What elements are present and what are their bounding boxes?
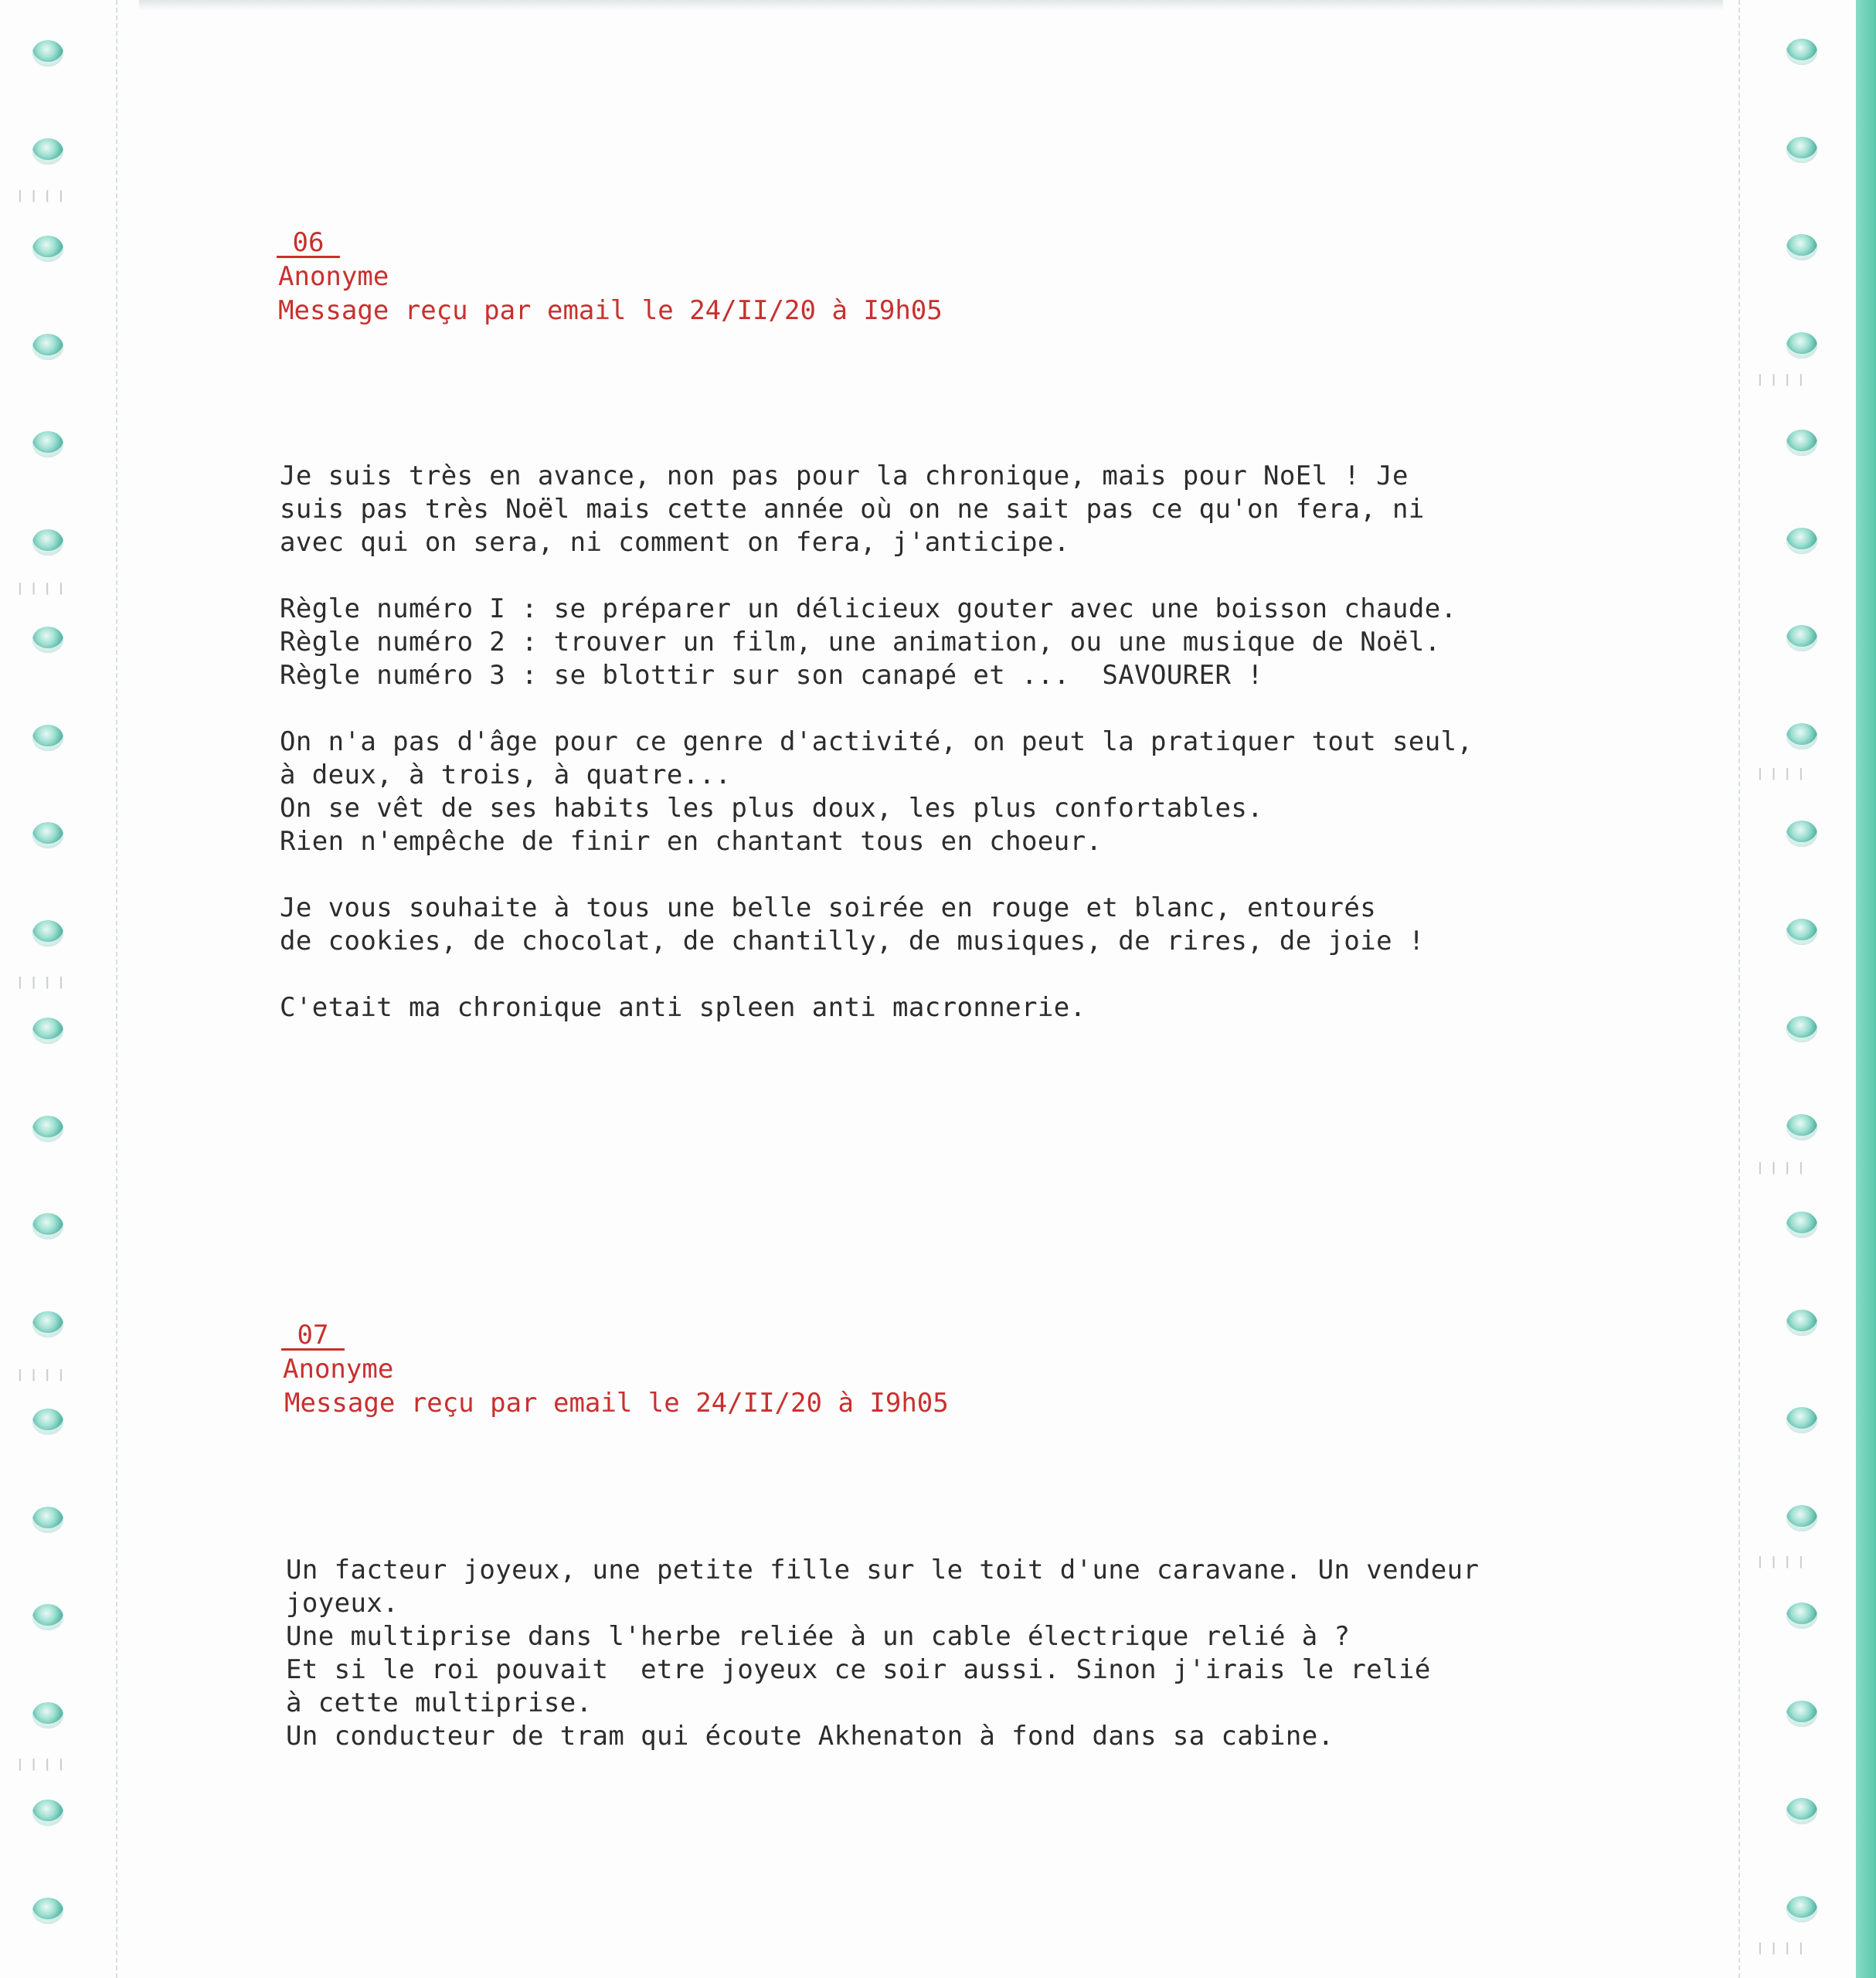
right-feed-hole xyxy=(1786,39,1817,65)
left-feed-hole xyxy=(32,1702,63,1728)
entry-author: Anonyme xyxy=(283,1354,394,1385)
right-feed-hole xyxy=(1786,1701,1817,1727)
right-feed-hole xyxy=(1786,1114,1817,1140)
body-text-line: à deux, à trois, à quatre... xyxy=(280,760,732,790)
right-feed-hole xyxy=(1786,919,1817,945)
right-feed-hole xyxy=(1786,625,1817,651)
left-tractor-strip xyxy=(0,0,117,1978)
left-feed-hole xyxy=(32,822,63,848)
perforation-mark: ╷╷╷╷ xyxy=(1754,1151,1809,1174)
right-feed-hole xyxy=(1786,1212,1817,1238)
left-feed-hole xyxy=(32,1213,63,1239)
left-feed-hole xyxy=(32,529,63,556)
perforation-mark: ╷╷╷╷ xyxy=(14,966,69,989)
body-text-line: de cookies, de chocolat, de chantilly, de musiques, de rires, de joie ! xyxy=(280,926,1425,957)
paper-top-shadow xyxy=(139,0,1723,11)
body-text-line: à cette multiprise. xyxy=(286,1687,593,1718)
left-feed-hole xyxy=(32,1409,63,1435)
body-text-line: Je suis très en avance, non pas pour la chronique, mais pour NoEl ! Je xyxy=(280,461,1409,491)
right-feed-hole xyxy=(1786,1310,1817,1336)
right-feed-hole xyxy=(1786,1896,1817,1922)
left-feed-hole xyxy=(32,334,63,360)
perforation-mark: ╷╷╷╷ xyxy=(14,1358,69,1382)
entry-number: _07_ xyxy=(281,1320,345,1351)
body-text-line: Un conducteur de tram qui écoute Akhenaton à fond dans sa cabine. xyxy=(286,1721,1334,1752)
left-feed-hole xyxy=(32,431,63,457)
entry-author: Anonyme xyxy=(278,261,389,292)
left-feed-hole xyxy=(32,627,63,653)
left-feed-hole xyxy=(32,1311,63,1337)
right-feed-hole xyxy=(1786,1798,1817,1824)
perforation-mark: ╷╷╷╷ xyxy=(14,1748,69,1771)
body-text-line: Règle numéro I : se préparer un délicieux gouter avec une boisson chaude. xyxy=(280,593,1457,624)
body-text-line: Règle numéro 2 : trouver un film, une animation, ou une musique de Noël. xyxy=(280,627,1441,658)
left-feed-hole xyxy=(32,1604,63,1630)
right-tractor-strip xyxy=(1738,0,1857,1978)
left-feed-hole xyxy=(32,236,63,262)
green-page-edge xyxy=(1856,0,1876,1978)
left-feed-hole xyxy=(32,1507,63,1533)
left-feed-hole xyxy=(32,1800,63,1826)
left-feed-hole xyxy=(32,138,63,165)
right-feed-hole xyxy=(1786,430,1817,456)
entry-received-line: Message reçu par email le 24/II/20 à I9h05 xyxy=(278,295,943,326)
body-text-line: avec qui on sera, ni comment on fera, j'anticipe. xyxy=(280,527,1070,558)
right-feed-hole xyxy=(1786,1505,1817,1531)
right-feed-hole xyxy=(1786,1407,1817,1433)
perforation-mark: ╷╷╷╷ xyxy=(14,572,69,595)
right-feed-hole xyxy=(1786,234,1817,260)
body-text-line: On se vêt de ses habits les plus doux, les plus confortables. xyxy=(280,793,1264,824)
perforation-mark: ╷╷╷╷ xyxy=(1754,363,1809,386)
left-feed-hole xyxy=(32,725,63,751)
left-feed-hole xyxy=(32,1898,63,1924)
left-feed-hole xyxy=(32,1116,63,1142)
perforation-mark: ╷╷╷╷ xyxy=(1754,1932,1809,1955)
right-feed-hole xyxy=(1786,332,1817,359)
body-text-line: Et si le roi pouvait etre joyeux ce soir aussi. Sinon j'irais le relié xyxy=(286,1654,1431,1685)
right-feed-hole xyxy=(1786,137,1817,163)
right-feed-hole xyxy=(1786,528,1817,554)
body-text-line: On n'a pas d'âge pour ce genre d'activité, on peut la pratiquer tout seul, xyxy=(280,726,1473,757)
perforation-mark: ╷╷╷╷ xyxy=(14,179,69,202)
body-text-line: Une multiprise dans l'herbe reliée à un cable électrique relié à ? xyxy=(286,1621,1351,1652)
entry-received-line: Message reçu par email le 24/II/20 à I9h05 xyxy=(284,1388,949,1419)
right-feed-hole xyxy=(1786,723,1817,749)
perforation-mark: ╷╷╷╷ xyxy=(1754,757,1809,780)
right-feed-hole xyxy=(1786,1602,1817,1629)
left-feed-hole xyxy=(32,920,63,947)
body-text-line: suis pas très Noël mais cette année où on ne sait pas ce qu'on fera, ni xyxy=(280,494,1425,525)
right-feed-hole xyxy=(1786,821,1817,847)
body-text-line: Je vous souhaite à tous une belle soirée en rouge et blanc, entourés xyxy=(280,892,1377,923)
perforation-mark: ╷╷╷╷ xyxy=(1754,1545,1809,1568)
entry-number: _06_ xyxy=(277,227,340,258)
right-feed-hole xyxy=(1786,1016,1817,1042)
left-feed-hole xyxy=(32,1018,63,1044)
body-text-line: Rien n'empêche de finir en chantant tous en choeur. xyxy=(280,826,1103,857)
left-feed-hole xyxy=(32,40,63,66)
body-text-line: Un facteur joyeux, une petite fille sur le toit d'une caravane. Un vendeur xyxy=(286,1555,1480,1585)
body-text-line: Règle numéro 3 : se blottir sur son canapé et ... SAVOURER ! xyxy=(280,660,1264,691)
body-text-line: C'etait ma chronique anti spleen anti macronnerie. xyxy=(280,992,1086,1023)
body-text-line: joyeux. xyxy=(286,1588,399,1619)
